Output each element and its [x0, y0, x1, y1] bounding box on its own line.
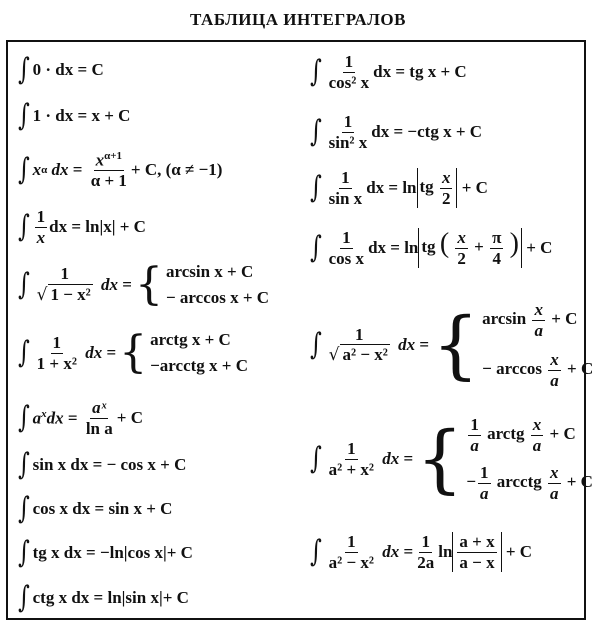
numerator-exponent: α+1 — [104, 150, 123, 162]
integral-sign-icon: ∫ — [309, 170, 322, 206]
denominator: 2a — [417, 552, 435, 572]
fraction — [327, 325, 392, 366]
formula-tail: + C — [526, 238, 553, 258]
integral-sign-icon: ∫ — [17, 335, 30, 370]
fraction — [84, 398, 115, 438]
denominator: cos x — [328, 248, 365, 268]
denominator: 1 − x² — [50, 285, 91, 304]
formula-text: sin x dx = − cos x + C — [32, 455, 187, 474]
formula-tail: dx = tg x + C — [373, 62, 467, 82]
integral-sign-icon: ∫ — [309, 534, 322, 570]
numerator: 1 — [347, 439, 356, 459]
formula-tail: dx = ln|x| + C — [49, 217, 146, 237]
fraction — [327, 532, 376, 572]
fraction — [327, 52, 372, 92]
fraction: $\frac{x}{2}$ — [457, 228, 466, 268]
case-1-tail: + C — [551, 308, 578, 328]
denominator: a − x — [459, 552, 495, 572]
formula-text: 1 · dx = x + C — [32, 106, 131, 125]
formula-arcsin-a: ∫ $\frac{1}{\text{√ a² − x²}}$ dx = { arcsin $\frac{x}{a}$ + C − arccos $\frac{x}{a}$ + C — [309, 300, 594, 390]
numerator: 1 — [52, 332, 62, 352]
fraction — [327, 168, 365, 208]
numerator: 1 — [344, 52, 354, 71]
integral-sign-icon: ∫ — [309, 230, 322, 266]
denominator: α + 1 — [90, 171, 127, 191]
formula-sin-squared — [308, 112, 482, 152]
integral-sign-icon: ∫ — [17, 447, 30, 482]
formula-reciprocal — [16, 207, 146, 247]
numerator: x — [95, 150, 105, 170]
denominator: a² + x² — [328, 459, 375, 479]
sqrt-icon: √ — [328, 345, 340, 366]
formula-arcsin: ∫ $\frac{1}{\text{√ 1 − x²}}$ dx = { arcsin x + C − arccos x + C — [17, 259, 270, 310]
left-brace-icon: { — [119, 327, 148, 378]
fraction — [35, 333, 79, 373]
formula-text: cos x dx = sin x + C — [32, 499, 173, 518]
case-2: − arccos — [482, 359, 543, 379]
denominator: sin² x — [328, 132, 368, 152]
coefficient — [415, 532, 436, 572]
integral-sign-icon: ∫ — [17, 52, 30, 87]
ln-label: ln — [438, 542, 453, 562]
formula-cos — [16, 491, 173, 526]
formula-text: 0 · dx = C — [32, 60, 104, 79]
integral-sign-icon: ∫ — [17, 535, 30, 570]
case-1-tail: + C — [549, 423, 576, 443]
tg-label: tg — [421, 236, 436, 256]
numerator: 1 — [421, 532, 430, 551]
numerator: 1 — [355, 324, 364, 344]
formula-ln: dx = ln — [366, 178, 417, 198]
formula-tail: + C — [505, 542, 533, 562]
numerator: 1 — [60, 264, 69, 284]
cases: arcsin $\frac{x}{a}$ + C − arccos $\frac{x}{a}$ + C — [482, 300, 594, 390]
integral-sign-icon: ∫ — [17, 580, 30, 615]
formula-arctg-a: ∫ $\frac{1}{\text{a² + x²}}$ dx = { $\frac{1}{a}$ arctg $\frac{x}{a}$ + C − $\frac{1}{a}$ arcctg $\frac{x}{a}$ + C — [309, 415, 593, 503]
case-1: arcsin — [482, 308, 527, 328]
absolute-value — [452, 532, 501, 572]
integral-sign-icon: ∫ — [309, 327, 322, 363]
fraction — [89, 150, 129, 191]
numerator: 1 — [341, 168, 350, 187]
cases: $\frac{1}{a}$ arctg $\frac{x}{a}$ + C − $\frac{1}{a}$ arcctg $\frac{x}{a}$ + C — [466, 415, 593, 503]
formula-one-over-sin — [308, 168, 488, 208]
fraction — [35, 264, 95, 305]
integral-sign-icon: ∫ — [309, 54, 322, 90]
case-2: − arccos x + C — [165, 288, 270, 307]
cases — [166, 262, 269, 308]
denominator: sin x — [328, 188, 363, 208]
formula-log-ratio: ∫ $\frac{1}{\text{a² − x²}}$ dx = $\frac{1}{2a}$ ln $\frac{a + x}{a - x}$ + C — [309, 532, 533, 572]
fraction: $\frac{\pi}{4}$ — [492, 228, 502, 268]
formula-tail: + C — [461, 178, 488, 198]
integral-sign-icon: ∫ — [17, 209, 30, 245]
denominator: a² − x² — [342, 345, 388, 365]
page-title: ТАБЛИЦА ИНТЕГРАЛОВ — [190, 10, 406, 29]
fraction — [35, 207, 48, 247]
numerator: aˣ — [92, 398, 107, 417]
integral-sign-icon: ∫ — [17, 152, 30, 188]
case-2: −arcctg x + C — [150, 356, 249, 375]
case-2-tail: + C — [567, 359, 594, 379]
formula-text: tg x dx = −ln|cos x|+ C — [32, 543, 193, 562]
exponent: α — [41, 164, 48, 177]
formula-exponential: ∫ $a^xdx$ = $\frac{\text{aˣ}}{\text{ln a}}$ + C — [17, 398, 143, 438]
integral-sign-icon: ∫ — [17, 491, 30, 526]
formula-arctg: ∫ $\frac{1}{\text{1 + x²}}$ dx = { arctg x + C −arcctg x + C — [17, 327, 249, 378]
fraction — [327, 112, 370, 152]
numerator: 1 — [36, 207, 46, 226]
fraction — [327, 228, 366, 268]
integral-sign-icon: ∫ — [17, 98, 30, 133]
fraction — [440, 168, 453, 208]
tg-label: tg — [419, 176, 434, 196]
formula-sin — [16, 447, 187, 482]
case-1: arcsin x + C — [165, 262, 254, 281]
denominator: 1 + x² — [36, 353, 77, 373]
integral-sign-icon: ∫ — [17, 267, 30, 302]
integral-sign-icon: ∫ — [17, 400, 30, 436]
formula-integral-zero — [16, 52, 104, 87]
left-brace-icon: { — [416, 416, 464, 503]
base: x — [32, 160, 42, 180]
numerator: 1 — [342, 228, 351, 247]
left-brace-icon: { — [432, 302, 480, 389]
cases — [150, 330, 248, 376]
formula-ln: dx = ln — [368, 238, 419, 258]
numerator: a + x — [459, 532, 495, 551]
formula-tail: dx = −ctg x + C — [371, 122, 483, 142]
case-2-tail: + C — [566, 472, 593, 492]
numerator: 1 — [343, 112, 353, 131]
integral-sign-icon: ∫ — [309, 441, 322, 477]
fraction — [327, 439, 376, 479]
absolute-value — [417, 168, 458, 208]
left-brace-icon: { — [134, 259, 163, 310]
case-1: arctg — [487, 423, 525, 443]
numerator: 1 — [347, 532, 356, 551]
denominator: 2 — [441, 188, 451, 208]
formula-one-over-cos — [308, 228, 552, 268]
denominator: x — [36, 227, 46, 247]
denominator: a² − x² — [328, 552, 375, 572]
fraction — [457, 532, 496, 572]
sqrt-icon: √ — [36, 285, 48, 305]
absolute-value: tg ( $\frac{x}{2}$ + $\frac{\pi}{4}$ ) — [418, 228, 522, 268]
formula-tg — [16, 535, 193, 570]
formula-integral-one — [16, 98, 131, 133]
formula-text: ctg x dx = ln|sin x|+ C — [32, 588, 189, 607]
formula-power: ∫ x α dx = $\frac{x^{\alpha+1}}{\alpha + 1}$ + C, (α ≠ −1) — [17, 150, 223, 191]
case-2: arcctg — [496, 472, 542, 492]
formula-tail: + C, (α ≠ −1) — [130, 160, 223, 180]
denominator: ln a — [85, 418, 113, 438]
numerator: x — [441, 168, 451, 187]
case-1: arctg x + C — [150, 330, 231, 349]
formula-cos-squared — [308, 52, 467, 92]
integral-sign-icon: ∫ — [309, 114, 322, 150]
formula-ctg — [16, 580, 189, 615]
formula-tail: + C — [116, 408, 143, 428]
denominator: cos² x — [328, 72, 370, 92]
